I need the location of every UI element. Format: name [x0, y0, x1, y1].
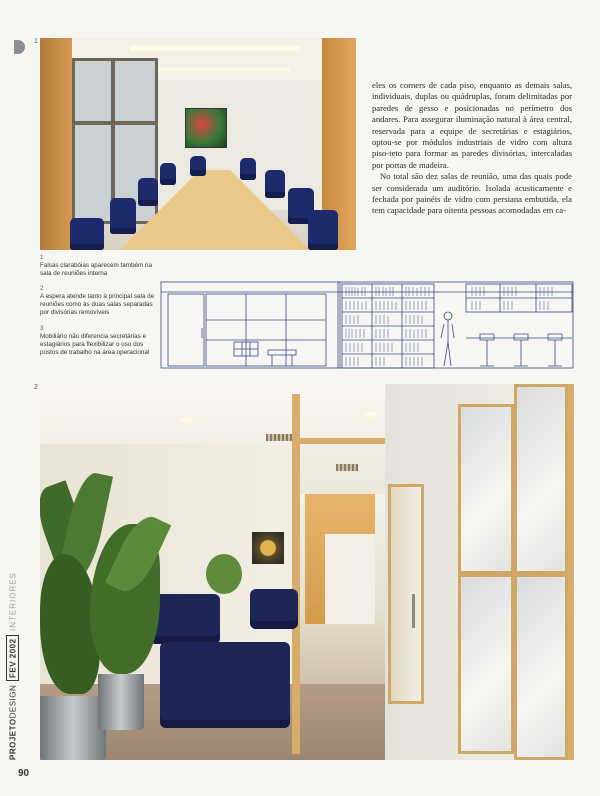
- wall-artwork: [252, 532, 284, 564]
- armchair: [150, 594, 220, 644]
- plant-pot: [40, 696, 106, 760]
- section-name: INTERIORES: [8, 572, 18, 632]
- wall-painting: [185, 108, 227, 148]
- magazine-spine: [6, 560, 20, 760]
- armchair: [250, 589, 298, 629]
- caption-text: A espera atende tanto à principal sala de reuniões como às duas salas separadas por divisórias removíveis: [40, 293, 155, 316]
- caption-text: Mobiliário não diferencia secretárias e estagiários para flexibilizar o uso dos postos de trabalho na área operacional: [40, 333, 150, 356]
- brand-name-light: DESIGN: [8, 684, 18, 719]
- caption-3: [40, 325, 160, 357]
- caption-number: 2: [40, 285, 44, 292]
- elevation-drawing: [160, 280, 574, 370]
- section-tab-marker: [14, 40, 25, 54]
- meeting-room-photo: [40, 38, 356, 250]
- article-paragraph: eles os corners de cada piso, enquanto as demais salas, individuais, duplas ou quádruplas, foram delimitadas por paredes de gesso e posicionadas no perímetro dos andares. Para assegurar iluminação natural à área central, reservada para a equipe de secretárias e estagiários, optou-se por módulos industriais de vidro com altura piso-teto para formar as paredes divisórias, intercaladas por portas de madeira.: [372, 80, 572, 170]
- caption-1: [40, 254, 160, 278]
- photo-number: 1: [34, 38, 38, 45]
- article-body: [372, 80, 572, 217]
- page-number: 90: [18, 768, 30, 779]
- photo-number: 2: [34, 384, 38, 391]
- sofa: [160, 642, 290, 728]
- caption-number: 3: [40, 325, 44, 332]
- reception-lounge-photo: [40, 384, 574, 760]
- article-paragraph: No total são dez salas de reunião, uma das quais pode ser considerada um auditório. Isolada acusticamente e fechada por painéis de vidro com persiana embutida, ela tem capacidade para oitenta pessoas acomodadas em ca-: [372, 171, 572, 216]
- brand-name-bold: PROJETO: [8, 718, 18, 760]
- issue-date: FEV 2002: [7, 635, 20, 681]
- plant-pot: [98, 674, 144, 730]
- caption-2: [40, 285, 160, 317]
- caption-text: Falsas clarabóias aparecem também na sala de reuniões interna: [40, 262, 152, 277]
- caption-number: 1: [40, 254, 44, 261]
